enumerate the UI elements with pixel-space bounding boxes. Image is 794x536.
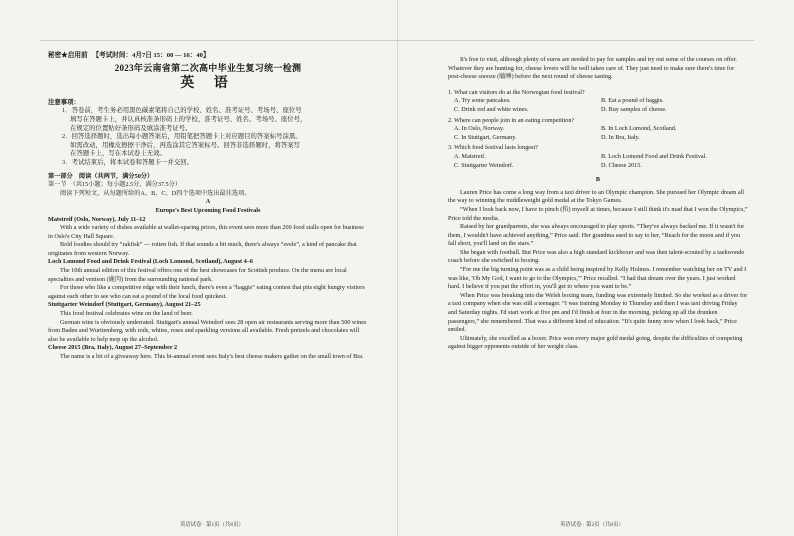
notice-item: 在规定的位置贴好条形码及填涂准考证号。 [70, 124, 192, 132]
paragraph: Raised by her grandparents, she was always encouraged to play sports. “They've always backed me. If it wasn't for them, I wouldn't have achieved anything,” Price said. Her grandma used to say to her, “Reach for the moon and if you fall short, you'll land on the stars.” [448, 223, 745, 248]
passage-a-title: Europe's Best Upcoming Food Festivals [155, 206, 261, 214]
paragraph: For those who like a competitive edge with their lunch, there's even a “haggis” eating contest that pits eight hungry visitors against each other to see who can eat a pound of the local food quickest. [48, 284, 365, 300]
option-row [448, 97, 748, 106]
option: D. Buy samples of cheese. [601, 105, 667, 113]
option: C. Stuttgarter Weindorf. [454, 161, 514, 169]
page-fold [397, 0, 398, 536]
right-page [448, 56, 748, 352]
option-row [448, 134, 748, 143]
paragraph: “When I look back now, I have to pinch (掐) myself at times, because I still think it's mad that I won the Olympics,” Price told the media. [448, 205, 748, 222]
option: A. Try some pancakes. [454, 97, 511, 105]
passage-label-b: B [595, 176, 601, 184]
paragraph: Bold foodies should try “rakfisk” — rotten fish. If that sounds a bit much, there's always “svele”, a kind of pancake that originates from western Norway. [48, 241, 357, 257]
notice-item: 填写在答题卡上，并认真核准条形码上的学校、准考证号、姓名、考场号、座位号， [70, 115, 307, 123]
festival-heading: Matstreif (Oslo, Norway), July 11–12 [48, 215, 146, 223]
paragraph: When Price was breaking into the Welsh boxing team, funding was extremely limited. So she worked as a driver for a taxi company when she was still a teenager. “I was training Monday to Thursday and then I was taxi driving Friday and Saturday nights. I'd start work at five pm and I'd finish at four in the morning, picking up all the drunken passengers,” she remembered. That was a different kind of education. “It's quite funny now when I look back,” Price smiled. [448, 291, 748, 334]
subject-title: 英 语 [180, 76, 236, 92]
notice-item: 3．考试结束后，将本试卷和答题卡一并交回。 [62, 158, 194, 166]
paragraph: This food festival celebrates wine on the land of beer. [60, 310, 193, 318]
festival-heading: Cheese 2015 (Bra, Italy), August 27–September 2 [48, 344, 178, 352]
option: D. Cheese 2015. [601, 161, 642, 169]
paragraph: German wine is obviously underrated. Stuttgart's annual Weindorf sees 28 open air restaurants serving more than 500 wines from Baden and Wurttemberg, with rods, whites, roses and sparkling versions all available. Fresh pretzels and chocolates will also be available to help mop up the alcohol. [48, 318, 367, 343]
paragraph: With a wide variety of dishes available at wallet-sparing prices, this event sees more than 200 food stalls open for business in Oslo's City Hall Square. [48, 224, 364, 240]
passage-label-a: A [205, 198, 211, 206]
part1-heading: 第一部分 阅读（共两节，满分50分） [48, 172, 154, 180]
question-2 [448, 117, 748, 143]
option: A. Matstreif. [454, 152, 486, 160]
left-page [48, 52, 368, 362]
notice-list [48, 107, 368, 167]
option: D. In Bra, Italy. [601, 133, 640, 141]
paragraph: It's free to visit, although plenty of euros are needed to pay for samples and try out some of the courses on offer. Whatever they are hunting for, cheese lovers will be well taken care of. They just need to make sure there's time for post-cheese snooze (瞌睡) before the next round of cheese tasting. [448, 56, 737, 81]
paragraph: She began with football. But Price was also a high standard kickboxer and was then talent-scouted by a taekwondo coach before she switched to boxing. [448, 248, 745, 265]
notice-heading: 注意事项： [48, 98, 80, 106]
paragraph: “For me the big turning point was as a child being inspired by Kelly Holmes. I remember watching her on TV and I was like, 'Oh My God, I want to go to the Olympics,'” Price recalled. “I had that dream over the years. I just worked hard. I believe if you put the effort in, you'll get to where you want to be.” [448, 266, 747, 291]
question-text: 2. Where can people join in an eating competition? [448, 116, 575, 124]
question-text: 3. Which food festival lasts longest? [448, 144, 538, 152]
paragraph: Lauren Price has come a long way from a taxi driver to an Olympic champion. She pursued her Olympic dream all the way to winning the middleweight gold medal at the Tokyo Games. [448, 188, 745, 205]
paragraph: The name is a bit of a giveaway here. This bi-annual event sees Italy's best cheese makers gather on the small town of Bra. [60, 353, 364, 360]
option: A. In Oslo, Norway. [454, 125, 505, 133]
header-line [48, 52, 368, 61]
question-1 [448, 89, 748, 115]
option-row [448, 153, 748, 162]
instruction: 阅读下列短文，从每题所给的A、B、C、D四个选项中选出最佳选项。 [60, 189, 251, 197]
festival-heading: Loch Lomond Food and Drink Festival (Loch Lomond, Scotland), August 4–6 [48, 258, 253, 266]
option: C. In Stuttgart, Germany. [454, 133, 517, 141]
question-text: 1. What can visitors do at the Norwegian food festival? [448, 88, 585, 96]
notice-item: 1．答卷前，考生务必用黑色碳素笔将自己的学校、姓名、准考证号、考场号、座位号 [62, 107, 302, 115]
option: B. Eat a pound of haggis. [601, 97, 664, 105]
option: C. Drink red and white wines. [454, 105, 529, 113]
paragraph: The 10th annual edition of this festival offers one of the best showcases for Scottish produce. On the menu are local specialties and venison (鹿肉) from the surrounding national park. [48, 267, 347, 283]
footer-left: 英语试卷 · 第1页（共8页） [180, 522, 244, 528]
notice-item: 如需改动，用橡皮擦擦干净后，再选涂其它答案标号。回答非选择题时，将答案写 [70, 141, 301, 149]
option: B. In Loch Lomond, Scotland. [601, 125, 677, 133]
option-row [448, 106, 748, 115]
question-3 [448, 144, 748, 170]
exam-time: 【考试时间：4月7日 15：00 — 16：40】 [92, 52, 210, 59]
notice-item: 在答题卡上，写在本试卷上无效。 [70, 150, 166, 158]
footer-right: 英语试卷 · 第2页（共8页） [560, 522, 624, 528]
option-row [448, 162, 748, 171]
festival-heading: Stuttgarter Weindorf (Stuttgart, Germany), August 21–25 [48, 301, 201, 309]
exam-title: 2023年云南省第二次高中毕业生复习统一检测 [114, 62, 302, 73]
option-row [448, 125, 748, 134]
section1-heading: 第一节 （共15小题；每小题2.5分，满分37.5分） [48, 181, 182, 189]
option: B. Loch Lomond Food and Drink Festival. [601, 152, 707, 160]
paragraph: Ultimately, she excelled as a boxer. Price won every major gold medal going, despite the difficulties of competing against bigger opponents outside of her weight class. [448, 334, 743, 351]
secret-label: 秘密★启用前 [48, 52, 88, 59]
notice-item: 2．回答选择题时，选出每小题答案后，用铅笔把答题卡上对应题目的答案标号涂黑。 [62, 133, 302, 141]
